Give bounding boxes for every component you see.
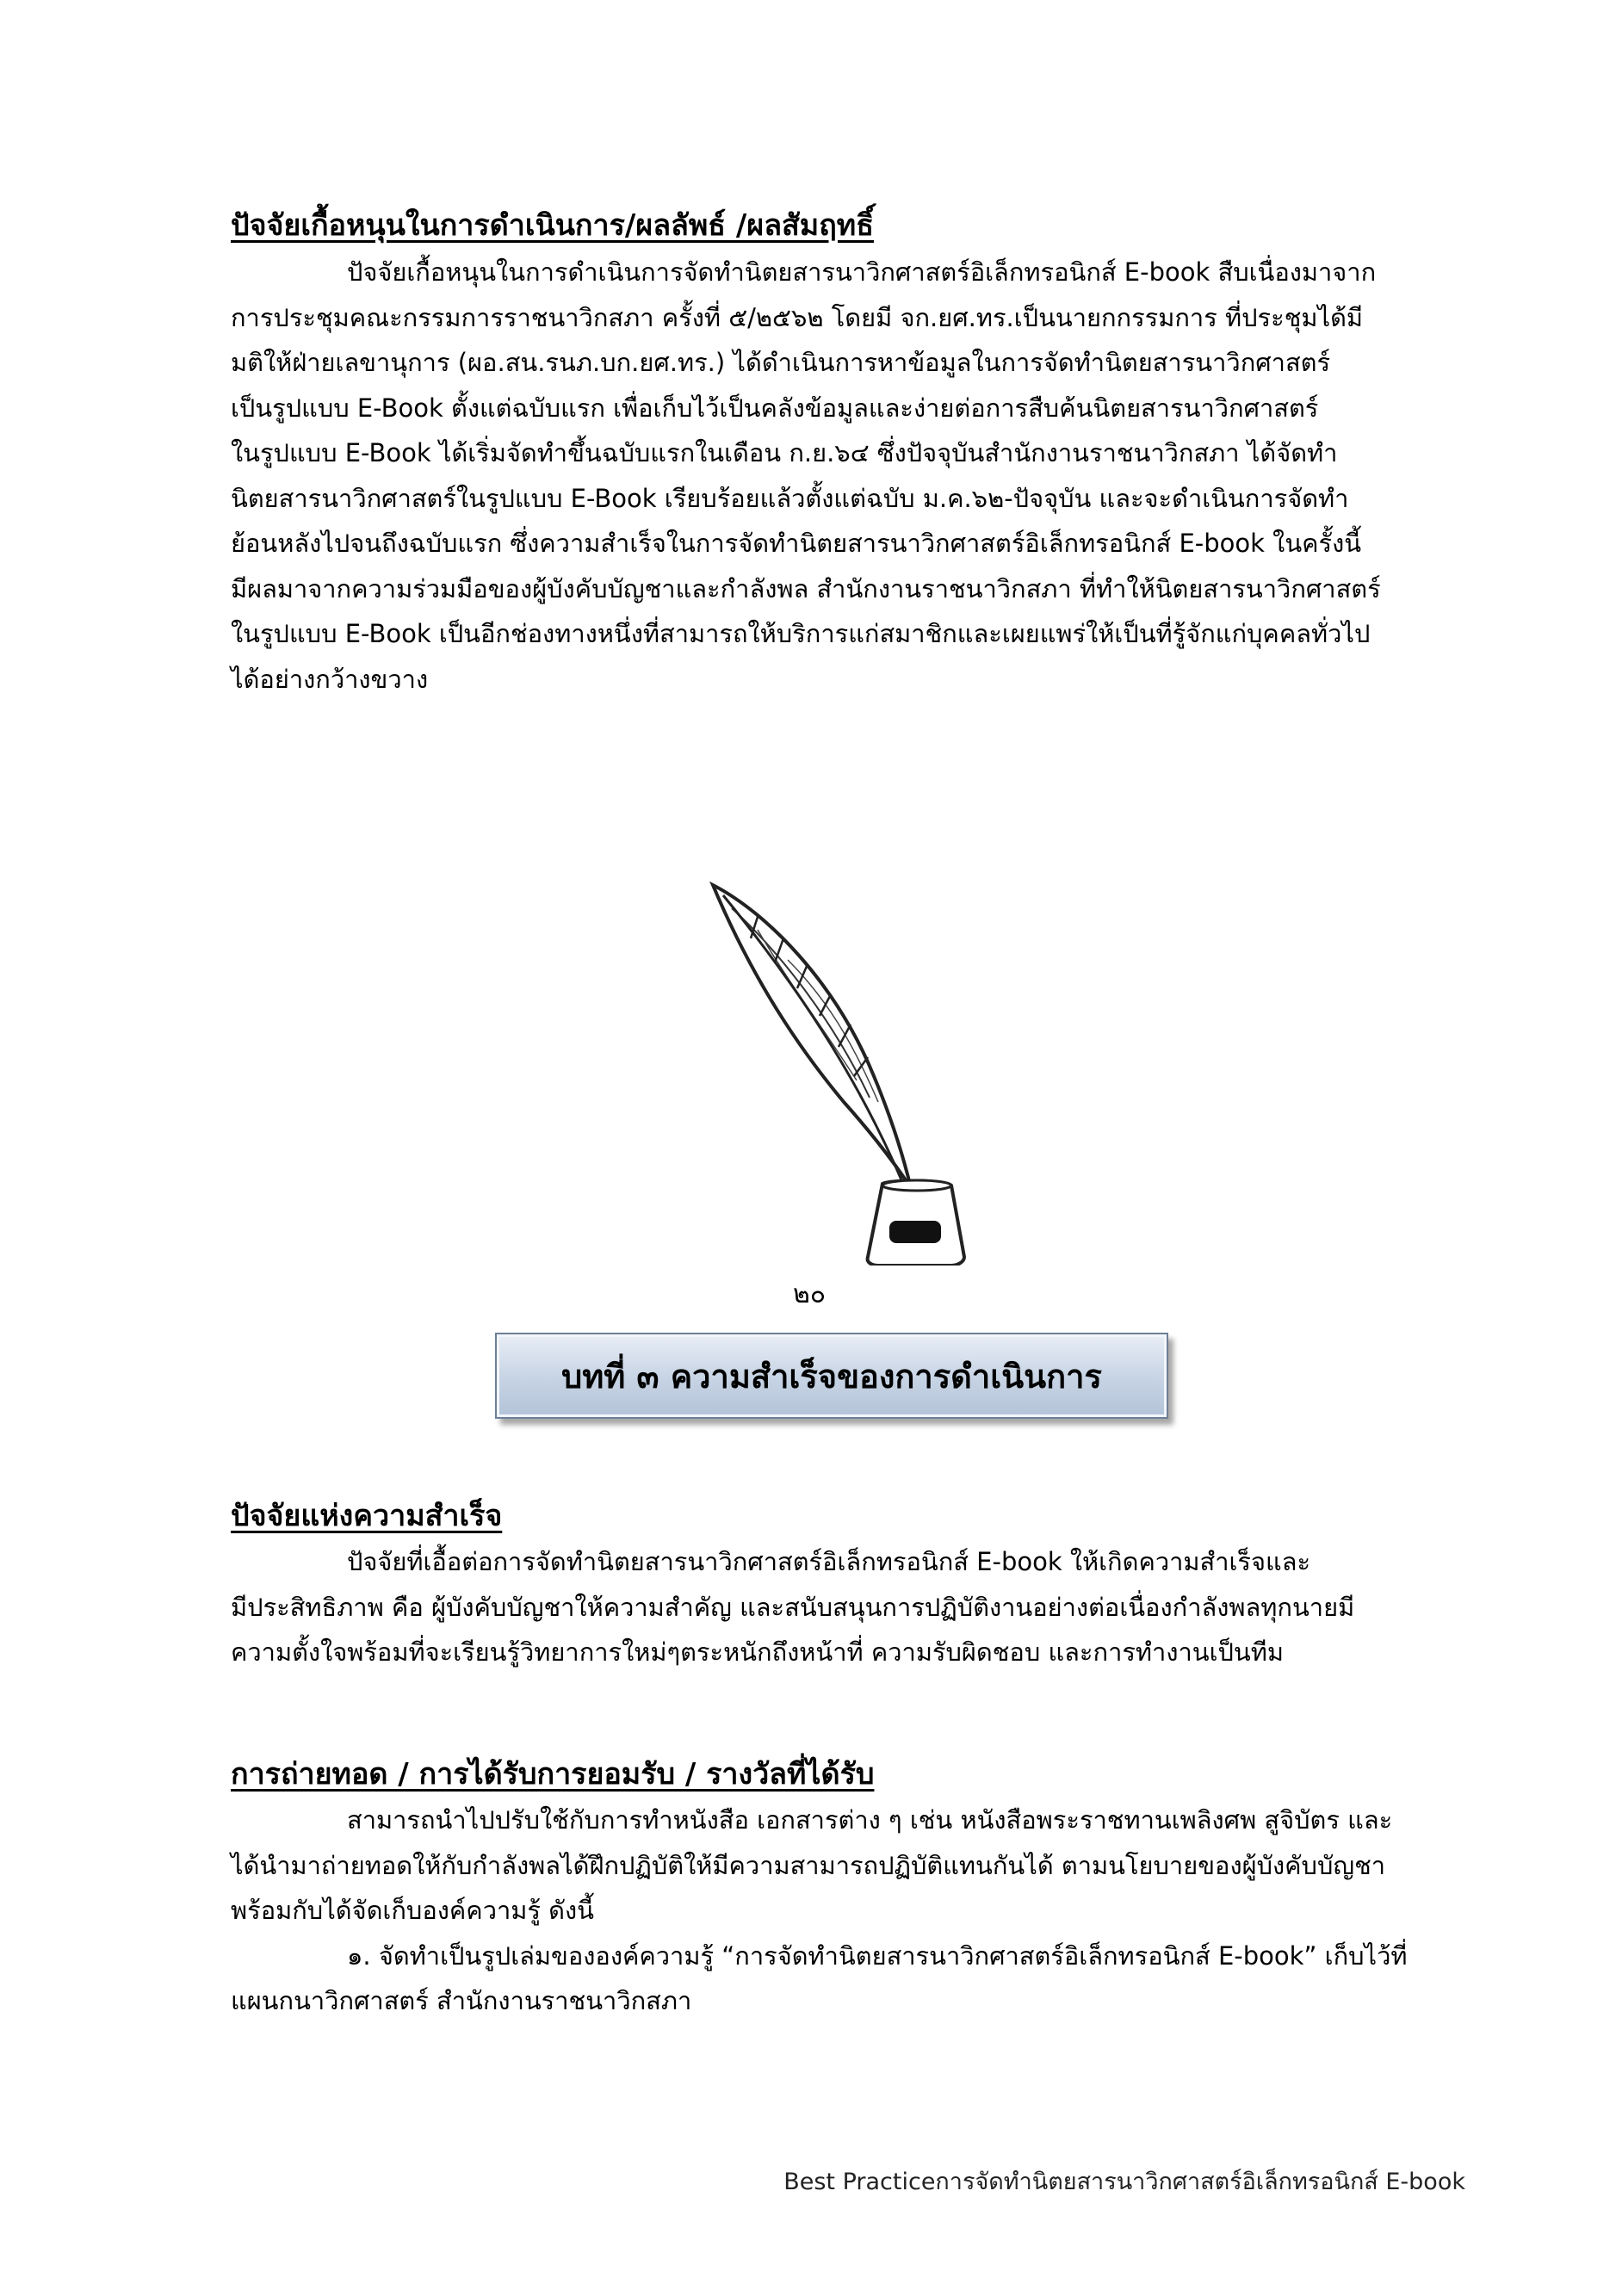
quill-inkwell-icon <box>706 878 973 1266</box>
paragraph-line: นิตยสารนาวิกศาสตร์ในรูปแบบ E-Book เรียบร้อยแล้วตั้งแต่ฉบับ ม.ค.๖๒-ปัจจุบัน และจะดำเนินการจัดทำ <box>231 483 1349 513</box>
page-footer: Best Practiceการจัดทำนิตยสารนาวิกศาสตร์อิเล็กทรอนิกส์ E-book <box>783 2169 1465 2195</box>
list-item: ๑. จัดทำเป็นรูปเล่มขององค์ความรู้ “การจัดทำนิตยสารนาวิกศาสตร์อิเล็กทรอนิกส์ E-book” เก็บไว้ที่ <box>347 1940 1408 1971</box>
paragraph-line: ปัจจัยที่เอื้อต่อการจัดทำนิตยสารนาวิกศาสตร์อิเล็กทรอนิกส์ E-book ให้เกิดความสำเร็จและ <box>347 1547 1311 1576</box>
paragraph-line: การประชุมคณะกรรมการราชนาวิกสภา ครั้งที่ ๕/๒๕๖๒ โดยมี จก.ยศ.ทร.เป็นนายกกรรมการ ที่ประชุมได้มี <box>231 302 1364 332</box>
paragraph-line: สามารถนำไปปรับใช้กับการทำหนังสือ เอกสารต่าง ๆ เช่น หนังสือพระราชทานเพลิงศพ สูจิบัตร และ <box>347 1805 1393 1835</box>
paragraph-line: มติให้ฝ่ายเลขานุการ (ผอ.สน.รนภ.บก.ยศ.ทร.) ได้ดำเนินการหาข้อมูลในการจัดทำนิตยสารนาวิกศาสตร์ <box>231 348 1331 377</box>
paragraph-line: ได้อย่างกว้างขวาง <box>231 664 429 694</box>
section-heading-supporting-factors: ปัจจัยเกื้อหนุนในการดำเนินการ/ผลลัพธ์ /ผลสัมฤทธิ์ <box>231 208 874 243</box>
paragraph-line: มีผลมาจากความร่วมมือของผู้บังคับบัญชาและกำลังพล สำนักงานราชนาวิกสภา ที่ทำให้นิตยสารนาวิกศาสตร์ <box>231 573 1381 603</box>
paragraph-line: ปัจจัยเกื้อหนุนในการดำเนินการจัดทำนิตยสารนาวิกศาสตร์อิเล็กทรอนิกส์ E-book สืบเนื่องมาจาก <box>347 257 1377 287</box>
paragraph-transfer-recognition <box>231 1798 1464 2024</box>
chapter-title: บทที่ ๓ ความสำเร็จของการดำเนินการ <box>561 1357 1102 1396</box>
paragraph-supporting-factors <box>231 250 1464 702</box>
paragraph-success-factors <box>231 1539 1464 1675</box>
paragraph-line: แผนกนาวิกศาสตร์ สำนักงานราชนาวิกสภา <box>231 1986 692 2015</box>
paragraph-line: ในรูปแบบ E-Book ได้เริ่มจัดทำขึ้นฉบับแรกในเดือน ก.ย.๖๔ ซึ่งปัจจุบันสำนักงานราชนาวิกสภา ได้จัดทำ <box>231 438 1338 467</box>
chapter-title-box <box>495 1333 1168 1419</box>
paragraph-line: ย้อนหลังไปจนถึงฉบับแรก ซึ่งความสำเร็จในการจัดทำนิตยสารนาวิกศาสตร์อิเล็กทรอนิกส์ E-book ในครั้งนี้ <box>231 529 1362 558</box>
section-heading-success-factors: ปัจจัยแห่งความสำเร็จ <box>231 1499 503 1533</box>
paragraph-line: ได้นำมาถ่ายทอดให้กับกำลังพลได้ฝึกปฏิบัติให้มีความสามารถปฏิบัติแทนกันได้ ตามนโยบายของผู้บังคับบัญชา <box>231 1850 1386 1880</box>
paragraph-line: เป็นรูปแบบ E-Book ตั้งแต่ฉบับแรก เพื่อเก็บไว้เป็นคลังข้อมูลและง่ายต่อการสืบค้นนิตยสารนาวิกศาสตร์ <box>231 393 1319 423</box>
paragraph-line: พร้อมกับได้จัดเก็บองค์ความรู้ ดังนี้ <box>231 1896 594 1925</box>
section-heading-transfer-recognition: การถ่ายทอด / การได้รับการยอมรับ / รางวัลที่ได้รับ <box>231 1757 875 1792</box>
paragraph-line: มีประสิทธิภาพ คือ ผู้บังคับบัญชาให้ความสำคัญ และสนับสนุนการปฏิบัติงานอย่างต่อเนื่องกำลังพลทุกนายมี <box>231 1592 1355 1622</box>
page-number: ๒๐ <box>792 1279 827 1309</box>
paragraph-line: ความตั้งใจพร้อมที่จะเรียนรู้วิทยาการใหม่ๆตระหนักถึงหน้าที่ ความรับผิดชอบ และการทำงานเป็นทีม <box>231 1637 1284 1667</box>
paragraph-line: ในรูปแบบ E-Book เป็นอีกช่องทางหนึ่งที่สามารถให้บริการแก่สมาชิกและเผยแพร่ให้เป็นที่รู้จักแก่บุคคลทั่วไป <box>231 619 1371 648</box>
